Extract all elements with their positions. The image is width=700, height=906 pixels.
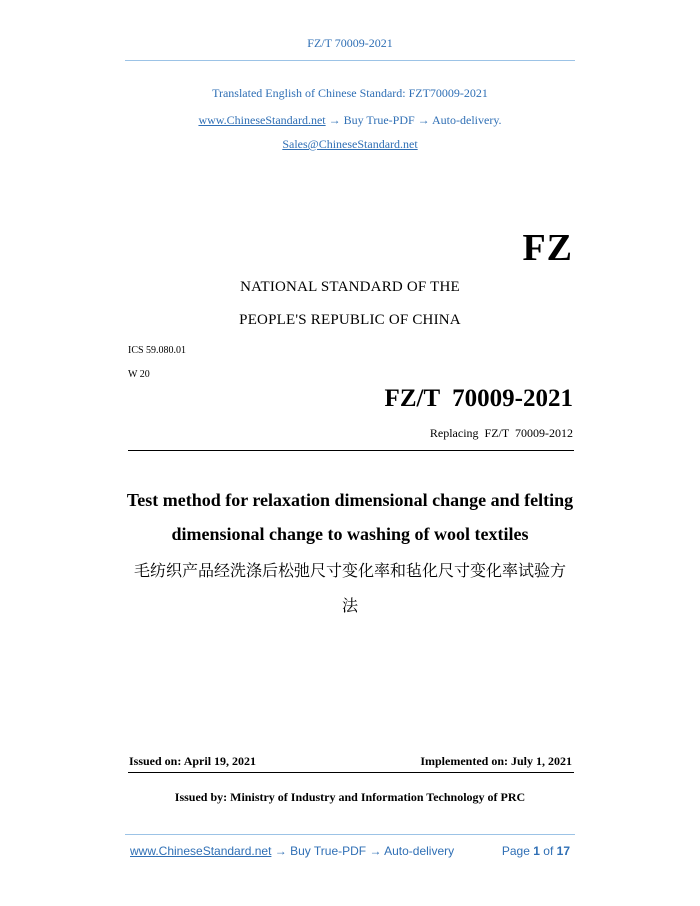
issued-on: Issued on: April 19, 2021 [129, 754, 257, 768]
issue-divider [128, 772, 574, 773]
national-line-2: PEOPLE'S REPUBLIC OF CHINA [239, 312, 461, 328]
email-line [0, 137, 700, 152]
issued-by: Issued by: Ministry of Industry and Information Technology of PRC [174, 790, 526, 804]
w-code: W 20 [128, 369, 150, 380]
page-of: of [543, 844, 554, 858]
email-link[interactable]: Sales@ChineseStandard.net [282, 137, 418, 151]
title-en-line-2: dimensional change to washing of wool textiles [171, 524, 529, 544]
title-divider [128, 450, 574, 451]
page-current: 1 [533, 844, 540, 858]
fz-mark: FZ [522, 227, 573, 269]
implemented-on: Implemented on: July 1, 2021 [420, 754, 572, 768]
promo-line [0, 113, 700, 128]
page-label: Page [501, 844, 530, 858]
footer-divider [125, 834, 575, 835]
buy-text: → Buy True-PDF → Auto-delivery. [328, 113, 502, 127]
site-link[interactable]: www.ChineseStandard.net [198, 113, 326, 127]
header-divider [125, 60, 575, 61]
ics-code: ICS 59.080.01 [128, 345, 187, 356]
national-line-1: NATIONAL STANDARD OF THE [240, 279, 460, 295]
title-cn-line-1: 毛纺织产品经洗涤后松弛尺寸变化率和毡化尺寸变化率试验方 [133, 561, 566, 580]
footer-buy-text: → Buy True-PDF → Auto-delivery [271, 844, 455, 858]
page-total: 17 [556, 844, 570, 858]
replacing-note: Replacing FZ/T 70009-2012 [429, 426, 573, 440]
page-indicator [502, 844, 570, 858]
title-cn-line-2: 法 [341, 596, 358, 615]
header-code: FZ/T 70009-2021 [307, 36, 393, 50]
title-en-line-1: Test method for relaxation dimensional change and felting [126, 490, 574, 510]
translated-note: Translated English of Chinese Standard: FZT70009-2021 [212, 86, 488, 100]
footer-site-link[interactable]: www.ChineseStandard.net [130, 844, 272, 858]
standard-number: FZ/T 70009-2021 [384, 385, 573, 412]
footer-promo [130, 844, 454, 858]
